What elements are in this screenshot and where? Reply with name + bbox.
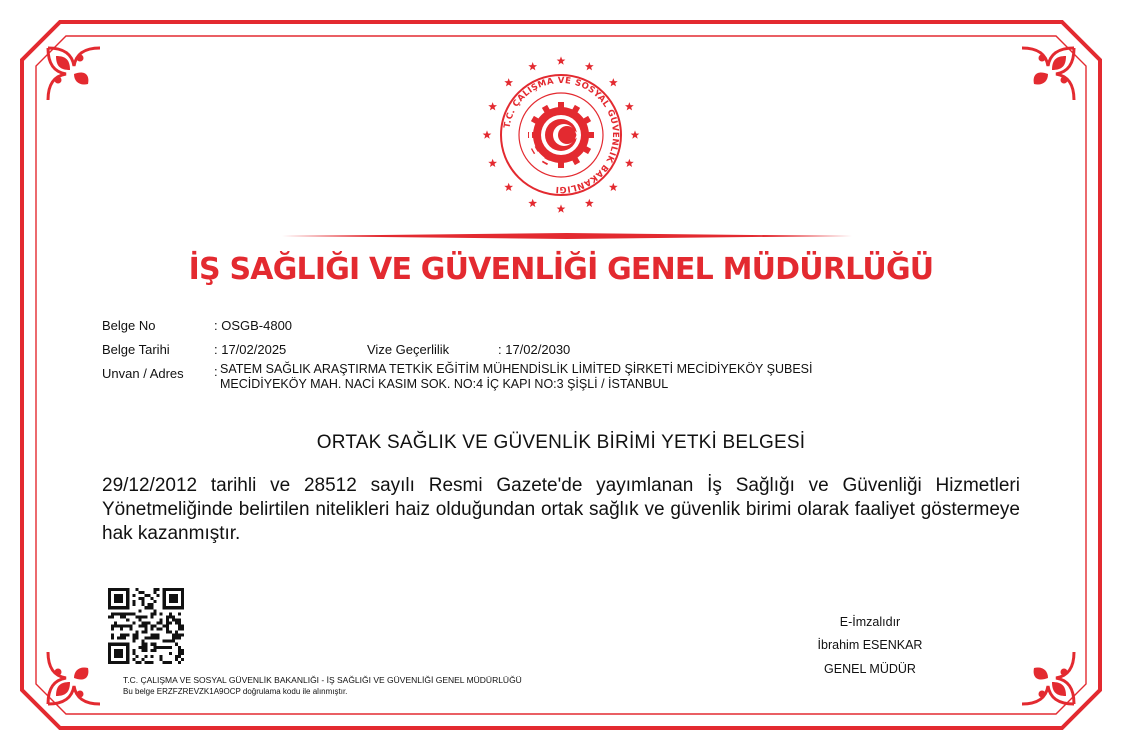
seal-star-icon xyxy=(504,78,513,86)
signatory-position: GENEL MÜDÜR xyxy=(824,662,916,676)
seal-star-icon xyxy=(557,56,566,64)
seal-star-icon xyxy=(585,62,594,70)
corner-ornament-top-left-icon xyxy=(44,44,104,104)
vize-gecerlilik-value: : 17/02/2030 xyxy=(498,342,571,357)
document-heading: ORTAK SAĞLIK VE GÜVENLİK BİRİMİ YETKİ BELGESİ xyxy=(316,432,806,453)
certificate-body-text: 29/12/2012 tarihli ve 28512 sayılı Resmi Gazete'de yayımlanan İş Sağlığı ve Güvenliği Hizmetleri Yönetmeliğinde belirtilen nitelikleri haiz olduğundan ortak sağlık ve güvenlik birimi olarak faaliyet göstermeye hak kazanmıştır. xyxy=(102,475,1020,544)
seal-star-icon xyxy=(625,159,634,167)
unvan-line-2: MECİDİYEKÖY MAH. NACİ KASIM SOK. NO:4 İÇ KAPI NO:3 ŞİŞLİ / İSTANBUL xyxy=(220,377,669,391)
seal-star-icon xyxy=(631,130,640,138)
footer-verification-line: Bu belge ERZFZREVZK1A9OCP doğrulama kodu ile alınmıştır. xyxy=(123,687,348,696)
ministry-seal-icon xyxy=(476,52,646,218)
vize-gecerlilik-label: Vize Geçerlilik xyxy=(367,342,450,357)
corner-ornament-bottom-left-icon xyxy=(44,648,104,708)
seal-star-icon xyxy=(483,130,492,138)
footer-ministry-line: T.C. ÇALIŞMA VE SOSYAL GÜVENLİK BAKANLIĞI - İŞ SAĞLIĞI VE GÜVENLİĞİ GENEL MÜDÜRLÜĞÜ xyxy=(123,675,522,685)
seal-star-icon xyxy=(609,78,618,86)
seal-star-icon xyxy=(528,199,537,207)
seal-star-icon xyxy=(609,183,618,191)
unvan-line-1: SATEM SAĞLIK ARAŞTIRMA TETKİK EĞİTİM MÜHENDİSLİK LİMİTED ŞİRKETİ MECİDİYEKÖY ŞUBESİ xyxy=(220,362,813,376)
belge-tarihi-value: : 17/02/2025 xyxy=(214,342,287,357)
seal-star-icon xyxy=(625,102,634,110)
corner-ornament-bottom-right-icon xyxy=(1018,648,1078,708)
seal-star-icon xyxy=(528,62,537,70)
belge-no-label: Belge No xyxy=(102,318,156,333)
seal-star-icon xyxy=(488,159,497,167)
belge-tarihi-label: Belge Tarihi xyxy=(102,342,170,357)
seal-star-icon xyxy=(585,199,594,207)
page-title: İŞ SAĞLIĞI VE GÜVENLİĞİ GENEL MÜDÜRLÜĞÜ xyxy=(188,252,934,287)
corner-ornament-top-right-icon xyxy=(1018,44,1078,104)
seal-star-icon xyxy=(557,204,566,212)
belge-no-value: : OSGB-4800 xyxy=(214,318,293,333)
divider-line xyxy=(282,233,852,239)
seal-star-icon xyxy=(504,183,513,191)
seal-star-icon xyxy=(488,102,497,110)
qr-code-icon xyxy=(108,588,184,664)
unvan-adres-label: Unvan / Adres xyxy=(102,366,184,381)
seal-ring-text: T.C. ÇALIŞMA VE SOSYAL GÜVENLİK BAKANLIĞI xyxy=(502,75,621,195)
e-signature-label: E-İmzalıdır xyxy=(839,615,901,629)
signatory-name: İbrahim ESENKAR xyxy=(817,638,923,652)
unvan-adres-colon: : xyxy=(214,364,218,379)
